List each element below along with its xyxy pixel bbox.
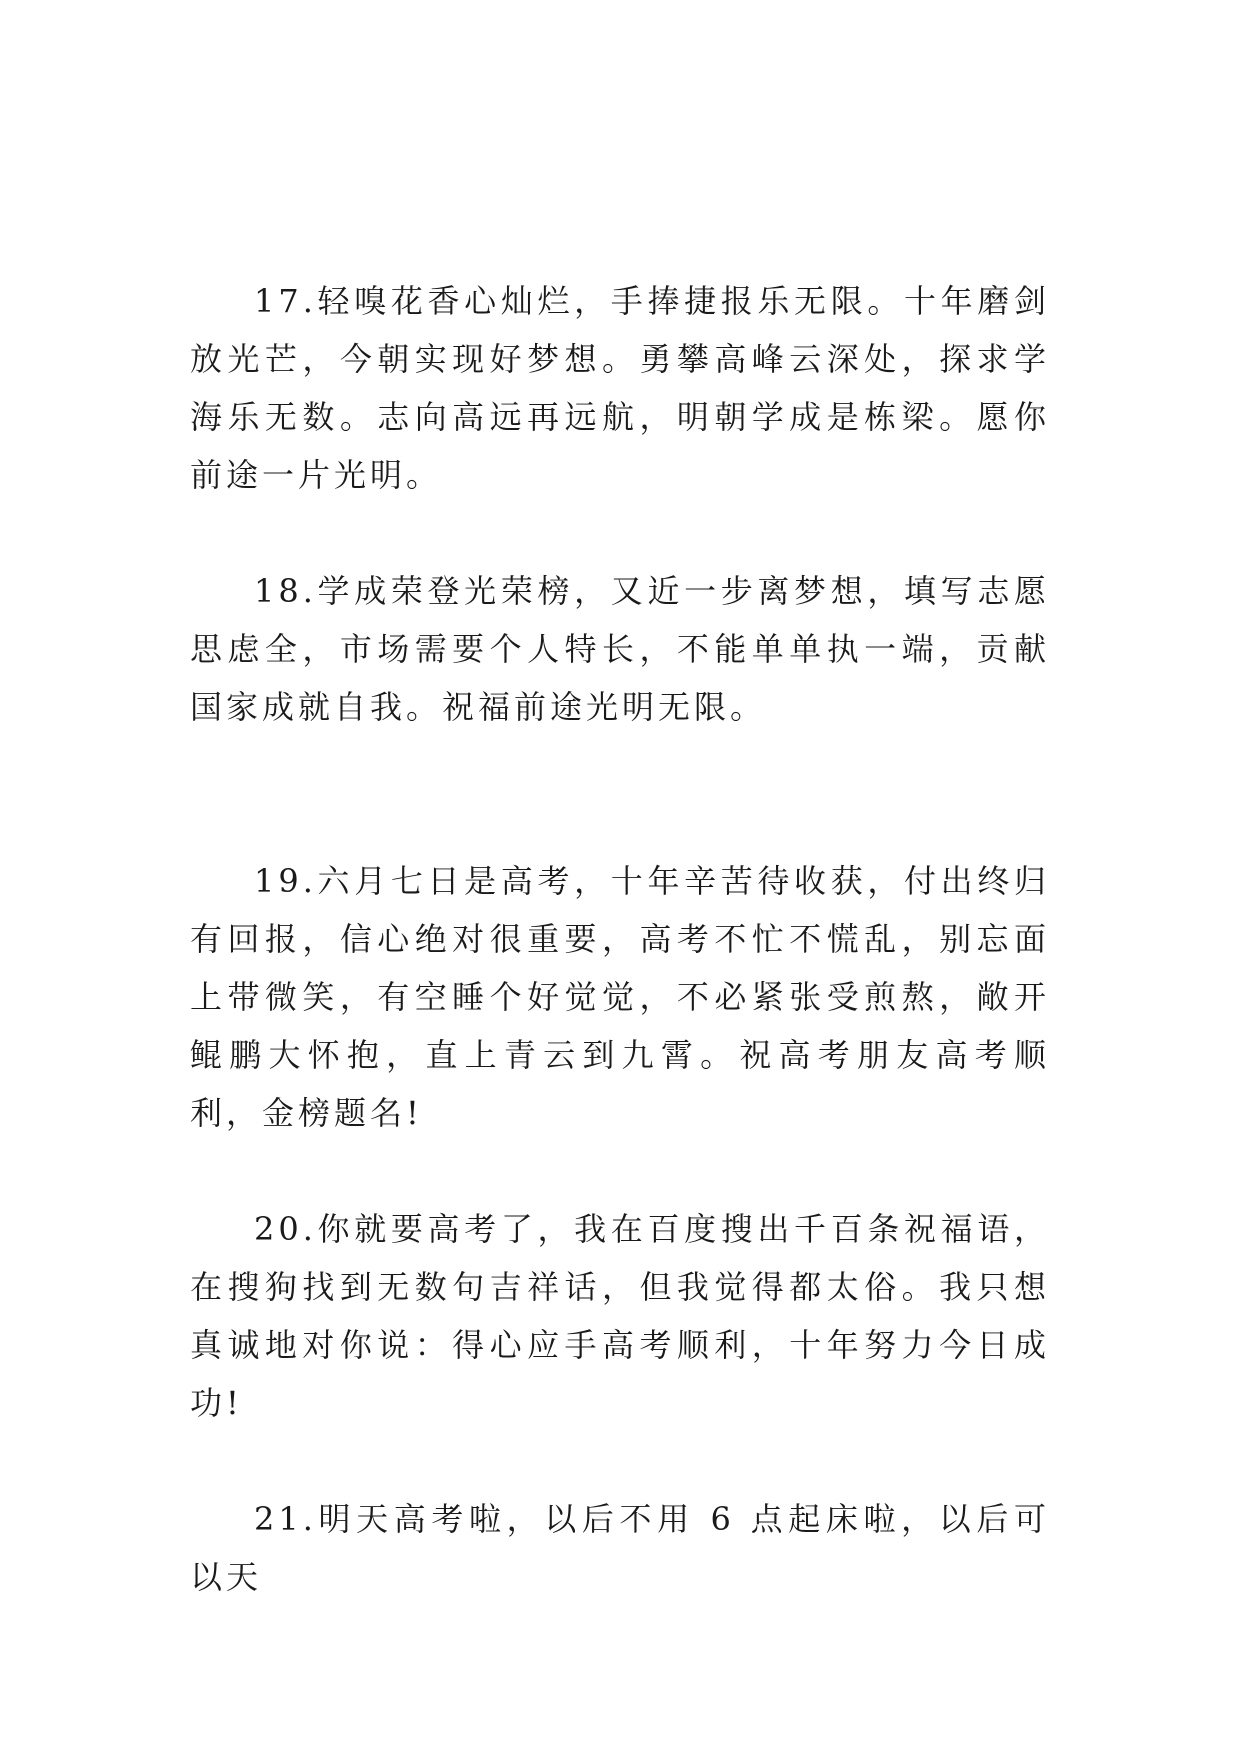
paragraph-19: 19.六月七日是高考，十年辛苦待收获，付出终归有回报，信心绝对很重要，高考不忙不慌乱，别忘面上带微笑，有空睡个好觉觉，不必紧张受煎熬，敞开鲲鹏大怀抱，直上青云到九霄。祝高考朋友高考顺利，金榜题名! [190, 862, 1050, 1132]
paragraph-18: 18.学成荣登光荣榜，又近一步离梦想，填写志愿思虑全，市场需要个人特长，不能单单执一端，贡献国家成就自我。祝福前途光明无限。 [190, 572, 1050, 726]
paragraph-17: 17.轻嗅花香心灿烂，手捧捷报乐无限。十年磨剑放光芒，今朝实现好梦想。勇攀高峰云深处，探求学海乐无数。志向高远再远航，明朝学成是栋梁。愿你前途一片光明。 [190, 282, 1050, 494]
paragraph-20: 20.你就要高考了，我在百度搜出千百条祝福语，在搜狗找到无数句吉祥话，但我觉得都太俗。我只想真诚地对你说：得心应手高考顺利，十年努力今日成功! [190, 1210, 1050, 1422]
paragraph-21: 21.明天高考啦，以后不用 6 点起床啦，以后可以天 [190, 1500, 1050, 1596]
